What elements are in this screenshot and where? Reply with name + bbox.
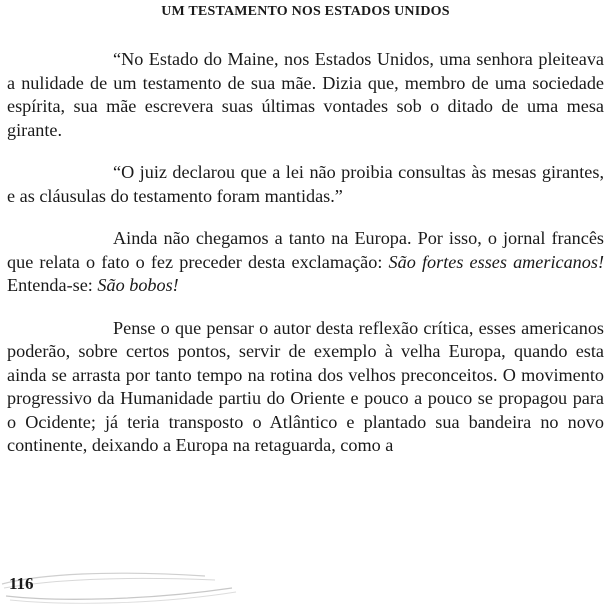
paragraph-2: “O juiz declarou que a lei não proibia consultas às mesas girantes, e as cláusulas do testamento foram mantidas.” bbox=[7, 162, 604, 206]
decorative-swoosh-icon bbox=[0, 566, 240, 607]
paragraph-3 bbox=[7, 227, 604, 298]
paragraph-4: Pense o que pensar o autor desta reflexão crítica, esses americanos poderão, sobre certos pontos, servir de exemplo à velha Europa, quando esta ainda se arrasta por tanto tempo na rotina dos velhos preconceitos. O movimento progressivo da Humanidade partiu do Oriente e pouco a pouco se propagou para o Ocidente; já teria transposto o Atlântico e plantado sua bandeira no novo continente, deixando a Europa na retaguarda, como a bbox=[7, 317, 604, 455]
chapter-title: UM TESTAMENTO NOS ESTADOS UNIDOS bbox=[161, 4, 450, 19]
paragraph-3-text-a: Ainda não chegamos a tanto na Europa. Por isso, o jornal francês que relata o fato o fez preceder desta exclamação: bbox=[7, 228, 604, 272]
paragraph-3-italic-b: São bobos! bbox=[97, 275, 179, 295]
paragraph-3-italic-a: São fortes esses americanos! bbox=[388, 251, 604, 272]
page-footer bbox=[0, 566, 611, 607]
document-body bbox=[7, 48, 604, 477]
paragraph-3-text-b: Entenda-se: bbox=[7, 275, 98, 295]
page-number: 116 bbox=[9, 574, 34, 593]
paragraph-1: “No Estado do Maine, nos Estados Unidos, uma senhora pleiteava a nulidade de um testamento de sua mãe. Dizia que, membro de uma sociedade espírita, sua mãe escrevera suas últimas vontades sob o ditado de uma mesa girante. bbox=[7, 49, 604, 140]
